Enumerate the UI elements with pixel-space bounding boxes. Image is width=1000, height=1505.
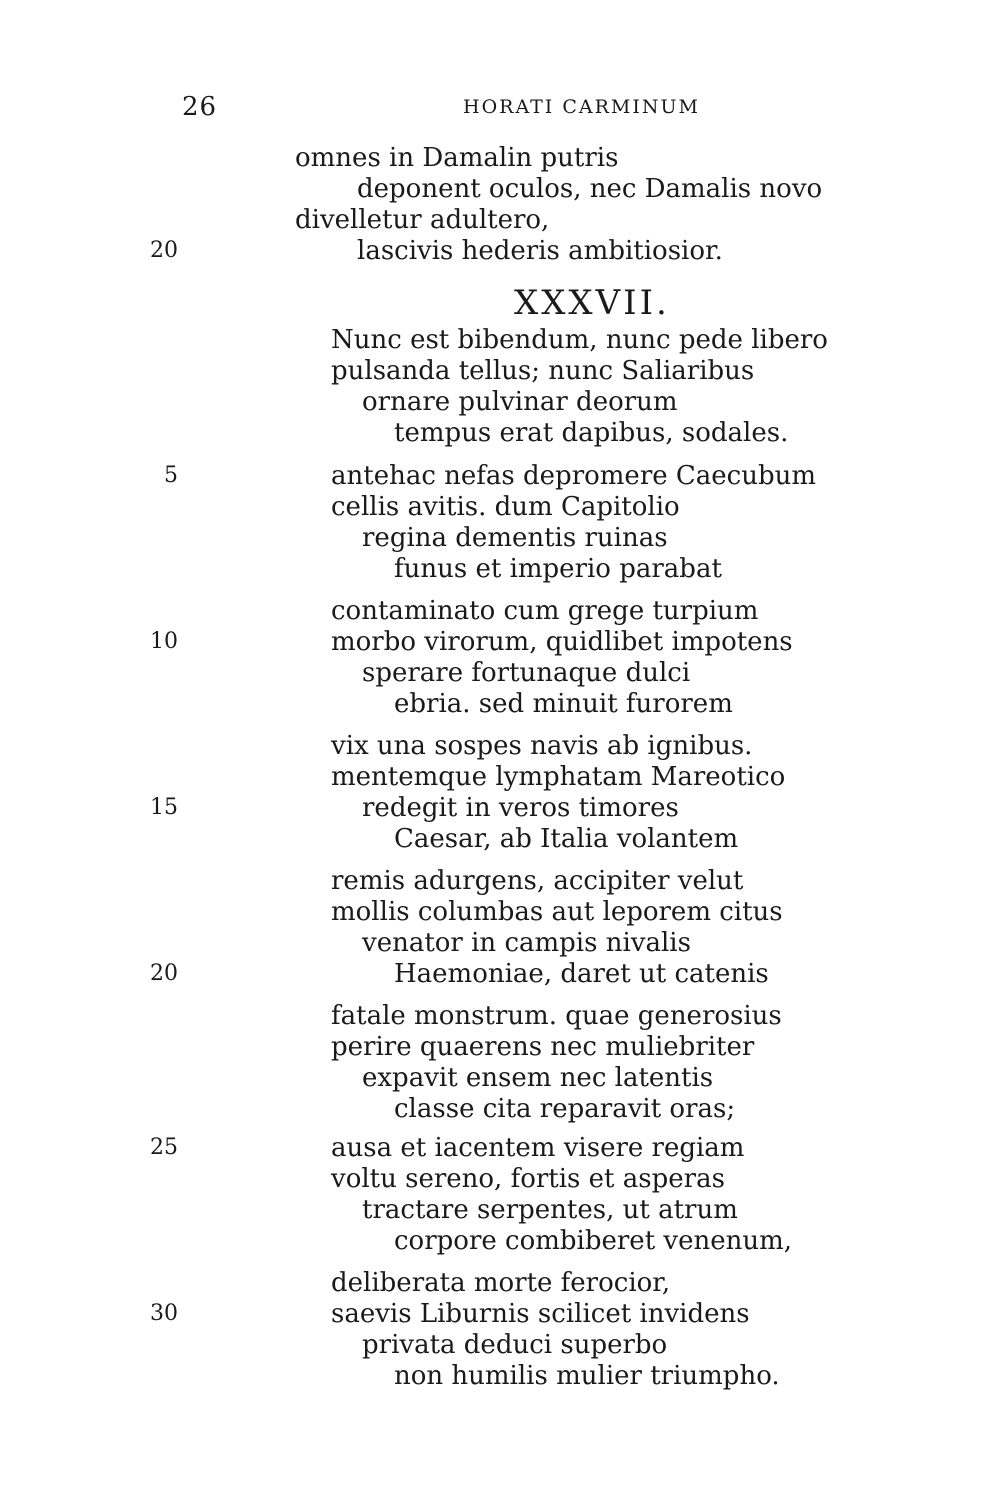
verse-line: sperare fortunaque dulci <box>362 658 691 688</box>
line-number: 20 <box>150 961 178 986</box>
verse-line: deponent oculos, nec Damalis novo <box>357 174 823 204</box>
verse-line: funus et imperio parabat <box>394 554 722 584</box>
verse-line: divelletur adultero, <box>295 205 550 235</box>
verse-line: voltu sereno, fortis et asperas <box>331 1164 725 1194</box>
verse-line: deliberata morte ferocior, <box>331 1268 671 1298</box>
verse-line: perire quaerens nec muliebriter <box>331 1032 755 1062</box>
verse-line: morbo virorum, quidlibet impotens <box>331 627 793 657</box>
verse-line: corpore combiberet venenum, <box>394 1226 793 1256</box>
line-number: 10 <box>150 629 178 654</box>
verse-line: non humilis mulier triumpho. <box>394 1361 780 1391</box>
verse-line: mentemque lymphatam Mareotico <box>331 762 786 792</box>
verse-line: privata deduci superbo <box>362 1330 668 1360</box>
verse-line: ebria. sed minuit furorem <box>394 689 733 719</box>
line-number: 5 <box>164 463 178 488</box>
verse-line: Haemoniae, daret ut catenis <box>394 959 769 989</box>
verse-line: mollis columbas aut leporem citus <box>331 897 783 927</box>
verse-line: ornare pulvinar deorum <box>362 387 678 417</box>
verse-line: pulsanda tellus; nunc Saliaribus <box>331 356 755 386</box>
verse-line: cellis avitis. dum Capitolio <box>331 492 680 522</box>
verse-line: fatale monstrum. quae generosius <box>331 1001 782 1031</box>
verse-line: Nunc est bibendum, nunc pede libero <box>331 325 828 355</box>
verse-line: saevis Liburnis scilicet invidens <box>331 1299 750 1329</box>
line-number: 20 <box>150 238 178 263</box>
poem-title: XXXVII. <box>514 283 670 323</box>
verse-line: expavit ensem nec latentis <box>362 1063 714 1093</box>
page-number: 26 <box>182 92 218 122</box>
verse-line: lascivis hederis ambitiosior. <box>357 236 723 266</box>
verse-line: venator in campis nivalis <box>362 928 691 958</box>
verse-line: ausa et iacentem visere regiam <box>331 1133 745 1163</box>
verse-line: classe cita reparavit oras; <box>394 1094 736 1124</box>
verse-line: Caesar, ab Italia volantem <box>394 824 739 854</box>
verse-line: vix una sospes navis ab ignibus. <box>331 731 753 761</box>
running-head: HORATI CARMINUM <box>463 96 700 118</box>
line-number: 25 <box>150 1135 178 1160</box>
verse-line: regina dementis ruinas <box>362 523 668 553</box>
verse-line: omnes in Damalin putris <box>295 143 619 173</box>
verse-line: contaminato cum grege turpium <box>331 596 759 626</box>
verse-line: tempus erat dapibus, sodales. <box>394 418 789 448</box>
verse-line: antehac nefas depromere Caecubum <box>331 461 817 491</box>
line-number: 30 <box>150 1301 178 1326</box>
line-number: 15 <box>150 795 178 820</box>
verse-line: remis adurgens, accipiter velut <box>331 866 744 896</box>
verse-line: redegit in veros timores <box>362 793 679 823</box>
verse-line: tractare serpentes, ut atrum <box>362 1195 738 1225</box>
